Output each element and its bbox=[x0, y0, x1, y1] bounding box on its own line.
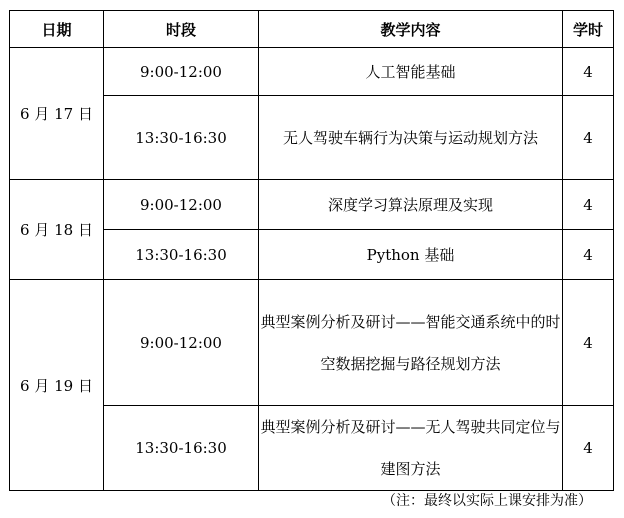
content-cell: Python 基础 bbox=[259, 230, 563, 280]
schedule-table bbox=[9, 10, 614, 491]
date-cell: 6 月 17 日 bbox=[10, 48, 104, 180]
time-cell: 9:00-12:00 bbox=[104, 180, 259, 230]
time-cell: 9:00-12:00 bbox=[104, 280, 259, 406]
time-cell: 9:00-12:00 bbox=[104, 48, 259, 96]
header-row bbox=[10, 11, 614, 48]
content-cell: 典型案例分析及研讨——智能交通系统中的时空数据挖掘与路径规划方法 bbox=[259, 280, 563, 406]
header-time: 时段 bbox=[104, 11, 259, 48]
header-date: 日期 bbox=[10, 11, 104, 48]
content-cell: 深度学习算法原理及实现 bbox=[259, 180, 563, 230]
table-row bbox=[10, 180, 614, 230]
hours-cell: 4 bbox=[563, 96, 614, 180]
header-hours: 学时 bbox=[563, 11, 614, 48]
hours-cell: 4 bbox=[563, 230, 614, 280]
hours-cell: 4 bbox=[563, 180, 614, 230]
table-row bbox=[10, 280, 614, 406]
content-cell: 典型案例分析及研讨——无人驾驶共同定位与建图方法 bbox=[259, 406, 563, 491]
hours-cell: 4 bbox=[563, 48, 614, 96]
footnote: （注：最终以实际上课安排为准） bbox=[382, 493, 592, 509]
date-cell: 6 月 19 日 bbox=[10, 280, 104, 491]
table-row bbox=[10, 48, 614, 96]
date-cell: 6 月 18 日 bbox=[10, 180, 104, 280]
content-cell: 人工智能基础 bbox=[259, 48, 563, 96]
time-cell: 13:30-16:30 bbox=[104, 406, 259, 491]
content-cell: 无人驾驶车辆行为决策与运动规划方法 bbox=[259, 96, 563, 180]
time-cell: 13:30-16:30 bbox=[104, 230, 259, 280]
hours-cell: 4 bbox=[563, 406, 614, 491]
header-content: 教学内容 bbox=[259, 11, 563, 48]
time-cell: 13:30-16:30 bbox=[104, 96, 259, 180]
hours-cell: 4 bbox=[563, 280, 614, 406]
